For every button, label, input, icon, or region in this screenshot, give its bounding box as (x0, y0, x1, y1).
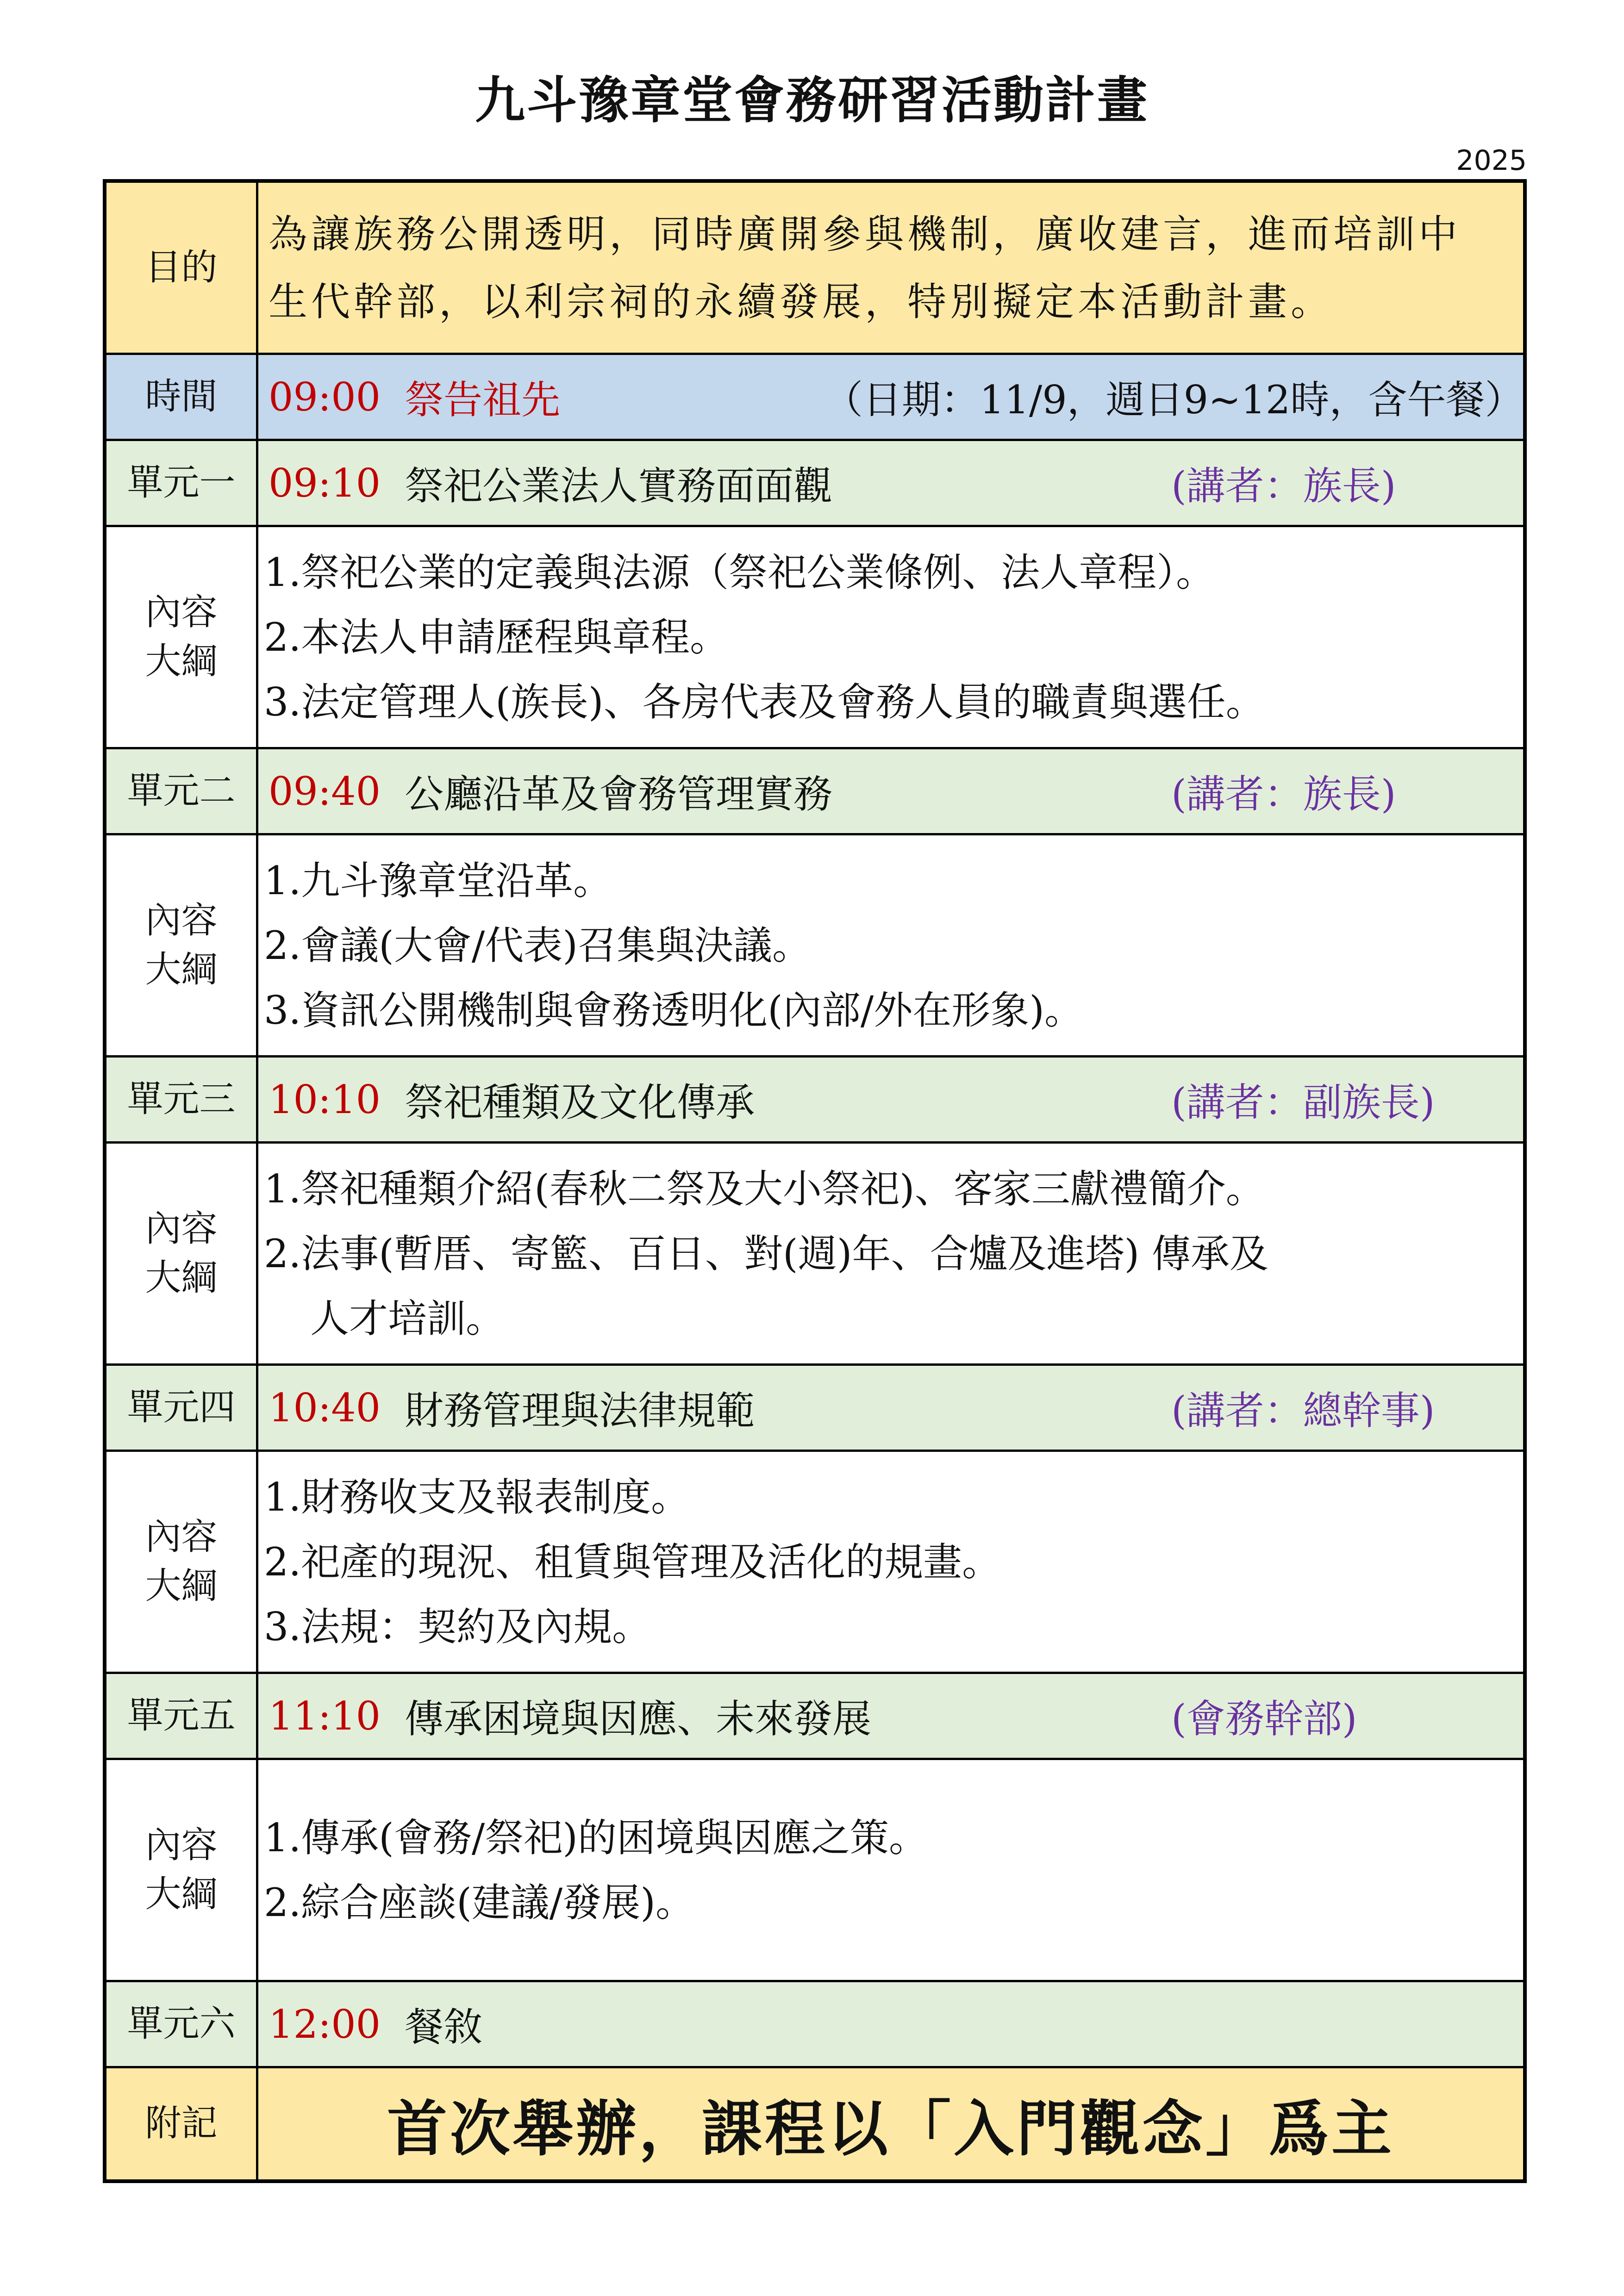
unit-1-time: 09:10 (269, 460, 381, 506)
list-item: 人才培訓。 (310, 1295, 505, 1341)
unit-3-topic: 祭祀種類及文化傳承 (405, 1080, 755, 1125)
unit-4-topic: 財務管理與法律規範 (405, 1388, 755, 1433)
unit-6-time: 12:00 (269, 2001, 381, 2047)
list-item: 1.祭祀種類介紹(春秋二祭及大小祭祀)、客家三獻禮簡介。 (264, 1166, 1265, 1212)
unit-3-header (258, 1058, 1523, 1144)
page-title: 九斗豫章堂會務研習活動計畫 (475, 72, 1149, 130)
unit-5-header (258, 1674, 1523, 1760)
time-event: 祭告祖先 (405, 377, 561, 423)
list-item: 1.財務收支及報表制度。 (264, 1474, 690, 1520)
outline-label-line-2: 大綱 (145, 1873, 218, 1915)
outline-label-line-1: 內容 (145, 1824, 218, 1867)
unit-6-label: 單元六 (106, 1982, 258, 2068)
outline-label-line-1: 內容 (145, 900, 218, 942)
unit-1-header (258, 441, 1523, 527)
remark-text: 首次舉辦，課程以「入門觀念」爲主 (258, 2068, 1523, 2179)
remark-label: 附記 (106, 2068, 258, 2179)
list-item: 1.傳承(會務/祭祀)的困境與因應之策。 (264, 1815, 928, 1860)
unit-4-outline-label (106, 1452, 258, 1674)
time-row (258, 355, 1523, 441)
time-label: 時間 (106, 355, 258, 441)
purpose-label: 目的 (106, 183, 258, 355)
unit-1-speaker: (講者：族長) (1171, 463, 1396, 509)
unit-3-outline (258, 1144, 1523, 1366)
outline-label-line-1: 內容 (145, 591, 218, 634)
outline-label-line-1: 內容 (145, 1208, 218, 1250)
unit-2-topic: 公廳沿革及會務管理實務 (405, 772, 833, 817)
list-item: 2.法事(暫厝、寄籃、百日、對(週)年、合爐及進塔) 傳承及 (264, 1231, 1268, 1276)
schedule-table (103, 179, 1527, 2183)
unit-1-outline-label (106, 527, 258, 749)
list-item: 3.法規：契約及內規。 (264, 1604, 651, 1649)
unit-2-speaker: (講者：族長) (1171, 772, 1396, 817)
unit-3-label: 單元三 (106, 1058, 258, 1144)
unit-5-time: 11:10 (269, 1693, 381, 1739)
purpose-line-1: 為讓族務公開透明，同時廣開參與機制，廣收建言，進而培訓中 (269, 211, 1462, 257)
unit-1-topic: 祭祀公業法人實務面面觀 (405, 463, 833, 509)
year-label: 2025 (1456, 144, 1527, 177)
unit-6-header (258, 1982, 1523, 2068)
unit-5-label: 單元五 (106, 1674, 258, 1760)
outline-label-line-2: 大綱 (145, 948, 218, 990)
unit-4-label: 單元四 (106, 1366, 258, 1452)
list-item: 3.法定管理人(族長)、各房代表及會務人員的職責與選任。 (264, 679, 1265, 725)
list-item: 2.會議(大會/代表)召集與決議。 (264, 922, 811, 968)
date-note: （日期：11/9，週日9~12時，含午餐） (824, 377, 1524, 423)
list-item: 1.祭祀公業的定義與法源（祭祀公業條例、法人章程）。 (264, 549, 1215, 595)
unit-3-time: 10:10 (269, 1076, 381, 1122)
time-value: 09:00 (269, 374, 381, 420)
unit-4-header (258, 1366, 1523, 1452)
purpose-text (258, 183, 1523, 355)
unit-1-outline (258, 527, 1523, 749)
unit-2-header (258, 749, 1523, 835)
outline-label-line-2: 大綱 (145, 1257, 218, 1299)
purpose-line-2: 生代幹部，以利宗祠的永續發展，特別擬定本活動計畫。 (269, 279, 1334, 324)
unit-4-outline (258, 1452, 1523, 1674)
unit-3-speaker: (講者：副族長) (1171, 1080, 1435, 1125)
list-item: 3.資訊公開機制與會務透明化(內部/外在形象)。 (264, 987, 1083, 1033)
list-item: 2.祀產的現況、租賃與管理及活化的規畫。 (264, 1539, 1001, 1585)
list-item: 1.九斗豫章堂沿革。 (264, 858, 612, 903)
outline-label-line-2: 大綱 (145, 640, 218, 682)
unit-2-outline-label (106, 835, 258, 1058)
list-item: 2.綜合座談(建議/發展)。 (264, 1879, 694, 1925)
unit-2-time: 09:40 (269, 768, 381, 814)
unit-4-speaker: (講者：總幹事) (1171, 1388, 1435, 1433)
outline-label-line-2: 大綱 (145, 1565, 218, 1607)
unit-5-outline (258, 1760, 1523, 1982)
outline-label-line-1: 內容 (145, 1516, 218, 1558)
unit-3-outline-label (106, 1144, 258, 1366)
unit-5-outline-label (106, 1760, 258, 1982)
unit-5-speaker: (會務幹部) (1171, 1696, 1357, 1742)
unit-6-topic: 餐敘 (405, 2004, 483, 2050)
unit-1-label: 單元一 (106, 441, 258, 527)
unit-2-label: 單元二 (106, 749, 258, 835)
unit-5-topic: 傳承困境與因應、未來發展 (405, 1696, 872, 1742)
list-item: 2.本法人申請歷程與章程。 (264, 614, 729, 660)
unit-4-time: 10:40 (269, 1385, 381, 1431)
unit-2-outline (258, 835, 1523, 1058)
